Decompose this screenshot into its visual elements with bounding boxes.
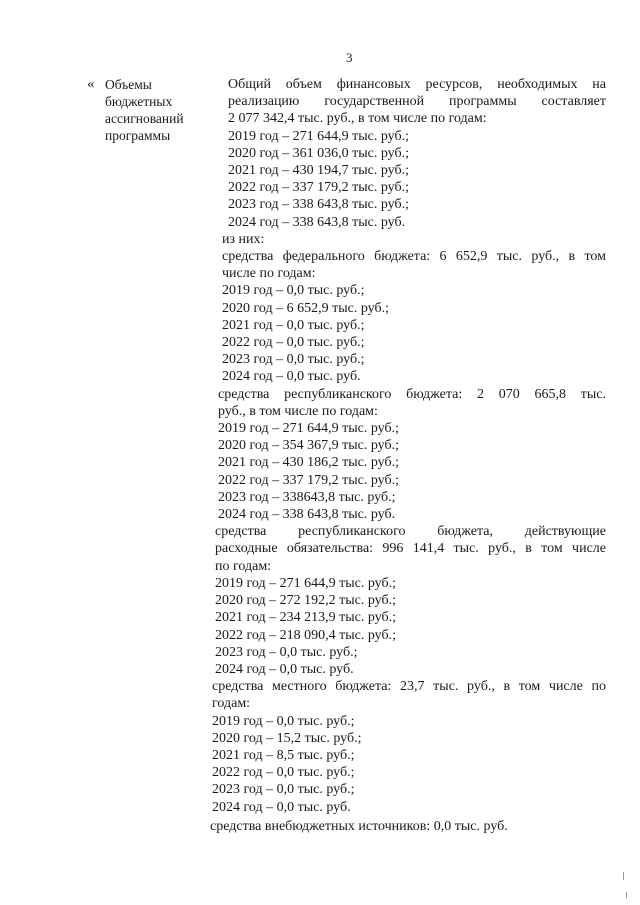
row-label-line: программы — [105, 128, 171, 143]
year-line: 2021 год – 0,0 тыс. руб.; — [222, 317, 365, 333]
year-line: 2023 год – 0,0 тыс. руб.; — [215, 644, 358, 660]
row-label — [105, 76, 205, 144]
scan-speck — [623, 872, 624, 880]
year-line: 2024 год – 0,0 тыс. руб. — [212, 799, 351, 815]
row-label-line: Объемы — [105, 77, 152, 92]
year-line: 2024 год – 0,0 тыс. руб. — [222, 369, 361, 385]
text-line: по годам: — [215, 558, 272, 574]
text-line: средства республиканского бюджета, действующие — [215, 524, 606, 540]
year-line: 2021 год – 8,5 тыс. руб.; — [212, 747, 355, 763]
extrabudget-line: средства внебюджетных источников: 0,0 тыс. руб. — [210, 818, 508, 834]
year-line: 2023 год – 0,0 тыс. руб.; — [222, 352, 365, 368]
year-line: 2022 год – 218 090,4 тыс. руб.; — [215, 627, 396, 643]
year-line: 2022 год – 0,0 тыс. руб.; — [222, 335, 365, 351]
funding-description — [210, 76, 606, 835]
row-label-line: бюджетных — [105, 94, 173, 109]
text-line: годам: — [212, 696, 251, 712]
opening-quote-mark: « — [87, 76, 95, 92]
republic-budget-block — [218, 386, 606, 524]
year-line: 2022 год – 337 179,2 тыс. руб.; — [218, 472, 399, 488]
of-which-label: из них: — [222, 231, 265, 247]
year-line: 2020 год – 354 367,9 тыс. руб.; — [218, 438, 399, 454]
year-line: 2020 год – 272 192,2 тыс. руб.; — [215, 593, 396, 609]
year-line: 2021 год – 430 194,7 тыс. руб.; — [228, 163, 409, 179]
year-line: 2020 год – 6 652,9 тыс. руб.; — [222, 300, 389, 316]
year-line: 2020 год – 361 036,0 тыс. руб.; — [228, 145, 409, 161]
year-line: 2024 год – 0,0 тыс. руб. — [215, 661, 354, 677]
page-number: 3 — [346, 50, 353, 65]
text-line: средства местного бюджета: 23,7 тыс. руб., в том числе по — [212, 679, 606, 695]
year-line: 2019 год – 271 644,9 тыс. руб.; — [218, 421, 399, 437]
year-line: 2021 год – 430 186,2 тыс. руб.; — [218, 455, 399, 471]
year-line: 2022 год – 0,0 тыс. руб.; — [212, 765, 355, 781]
text-line: реализацию государственной программы составляет — [228, 94, 606, 110]
text-line: средства республиканского бюджета: 2 070 665,8 тыс. — [218, 386, 606, 402]
obligations-block — [215, 523, 606, 678]
year-line: 2023 год – 338643,8 тыс. руб.; — [218, 489, 396, 505]
scan-speck — [626, 892, 627, 898]
text-line: руб., в том числе по годам: — [218, 403, 378, 419]
year-line: 2024 год – 338 643,8 тыс. руб. — [228, 214, 406, 230]
year-line: 2023 год – 338 643,8 тыс. руб.; — [228, 197, 409, 213]
total-years-list — [228, 128, 606, 231]
year-line: 2024 год – 338 643,8 тыс. руб. — [218, 507, 396, 523]
year-line: 2020 год – 15,2 тыс. руб.; — [212, 730, 362, 746]
federal-budget-block — [222, 248, 606, 386]
text-line: расходные обязательства: 996 141,4 тыс. руб., в том числе — [215, 541, 606, 557]
text-line: средства федерального бюджета: 6 652,9 тыс. руб., в том — [222, 249, 606, 265]
year-line: 2022 год – 337 179,2 тыс. руб.; — [228, 180, 409, 196]
text-line: Общий объем финансовых ресурсов, необходимых на — [228, 77, 606, 92]
text-line: числе по годам: — [222, 266, 316, 282]
year-line: 2019 год – 0,0 тыс. руб.; — [212, 713, 355, 729]
year-line: 2023 год – 0,0 тыс. руб.; — [212, 782, 355, 798]
text-line: 2 077 342,4 тыс. руб., в том числе по годам: — [228, 111, 487, 127]
year-line: 2019 год – 0,0 тыс. руб.; — [222, 283, 365, 299]
year-line: 2021 год – 234 213,9 тыс. руб.; — [215, 610, 396, 626]
row-label-line: ассигнований — [105, 111, 184, 126]
year-line: 2019 год – 271 644,9 тыс. руб.; — [215, 575, 396, 591]
local-budget-block — [212, 678, 606, 816]
year-line: 2019 год – 271 644,9 тыс. руб.; — [228, 128, 409, 144]
intro-paragraph — [228, 76, 606, 128]
